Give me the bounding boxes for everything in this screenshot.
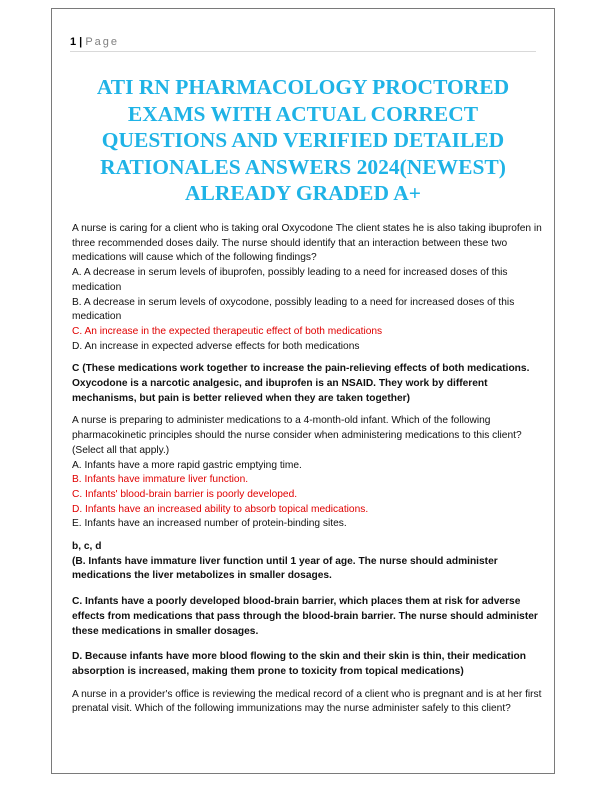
question-1-stem: A nurse is caring for a client who is taking oral Oxycodone The client states he is also taking ibuprofen in three recommended doses daily. The nurse should identify that an interaction between these two medications will cause which of the following findings? — [72, 223, 542, 264]
page-number: 1 — [70, 36, 77, 48]
page-header — [70, 36, 536, 52]
question-2-option-c-correct: C. Infants' blood-brain barrier is poorly developed. — [72, 488, 298, 500]
question-1-option-c-correct: C. An increase in the expected therapeutic effect of both medications — [72, 325, 383, 337]
question-2-option-b-correct: B. Infants have immature liver function. — [72, 474, 249, 486]
page-label: Page — [85, 36, 120, 48]
document-title: ATI RN PHARMACOLOGY PROCTORED EXAMS WITH ACTUAL CORRECT QUESTIONS AND VERIFIED DETAILED RATIONALES ANSWERS 2024(NEWEST) ALREADY GRADED A+ — [96, 75, 510, 205]
question-2-answer: b, c, d — [72, 541, 102, 553]
question-1-option-b: B. A decrease in serum levels of oxycodone, possibly leading to a need for increased doses of this medication — [72, 296, 515, 323]
question-3-stem: A nurse in a provider's office is reviewing the medical record of a client who is pregnant and is at her first prenatal visit. Which of the following immunizations may the nurse administer safely to this client? — [72, 688, 542, 715]
question-2-rationale-d: D. Because infants have more blood flowing to the skin and their skin is thin, their medication absorption is increased, making them prone to toxicity from topical medications) — [72, 651, 526, 677]
question-2-stem: A nurse is preparing to administer medications to a 4-month-old infant. Which of the following pharmacokinetic principles should the nurse consider when administering medications to this client? (Select all that apply.) — [72, 415, 522, 456]
question-2-rationale-b: (B. Infants have immature liver function until 1 year of age. The nurse should administer medications the liver metabolizes in smaller dosages. — [72, 555, 498, 582]
document-body — [72, 222, 542, 717]
question-2-option-a: A. Infants have a more rapid gastric emptying time. — [72, 459, 302, 471]
question-2-option-d-correct: D. Infants have an increased ability to absorb topical medications. — [72, 503, 369, 515]
header-separator: | — [76, 36, 86, 48]
question-2-option-e: E. Infants have an increased number of protein-binding sites. — [72, 518, 347, 530]
question-1-option-d: D. An increase in expected adverse effects for both medications — [72, 340, 360, 352]
question-1-option-a: A. A decrease in serum levels of ibuprofen, possibly leading to a need for increased doses of this medication — [72, 267, 508, 293]
question-1-rationale: C (These medications work together to increase the pain-relieving effects of both medications. Oxycodone is a narcotic analgesic, and ibuprofen is an NSAID. They work by different mechanisms, but pain is better relieved when they are taken together) — [72, 363, 530, 404]
question-2-rationale-c: C. Infants have a poorly developed blood-brain barrier, which places them at risk for adverse effects from medications that pass through the blood-brain barrier. The nurse should administer these medications in smaller dosages. — [72, 596, 538, 637]
